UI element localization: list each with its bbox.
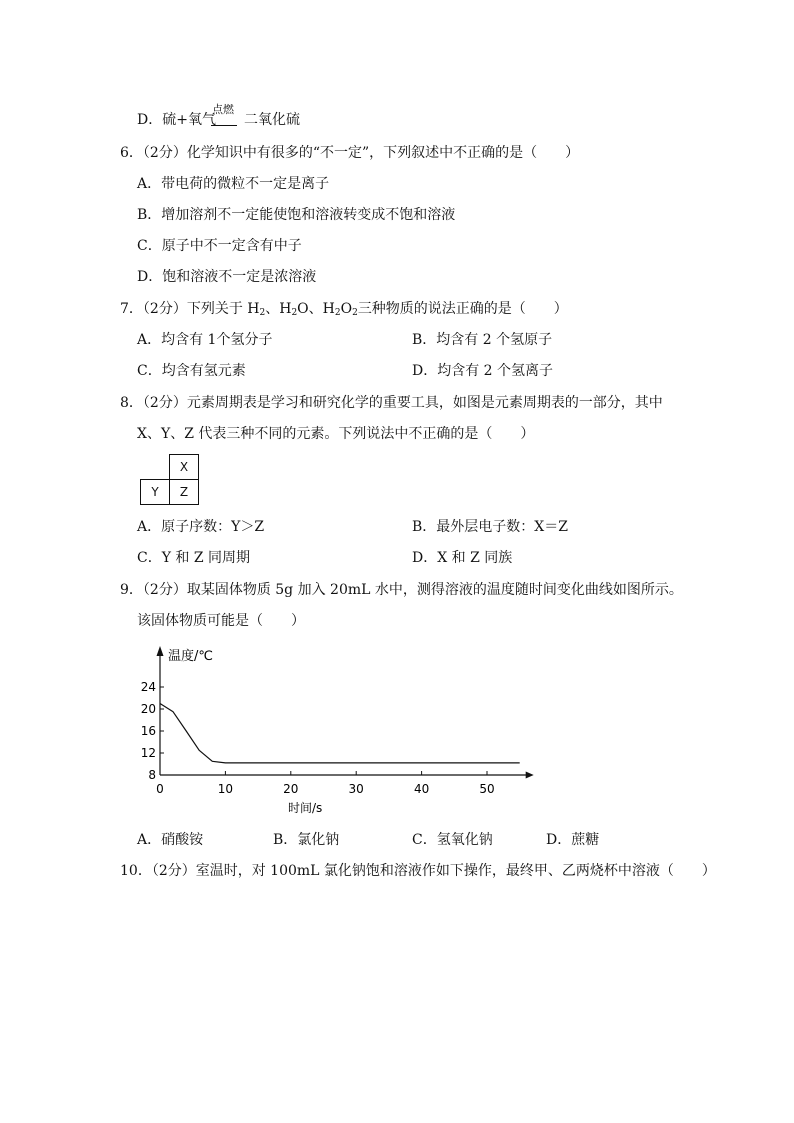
periodic-table-fragment xyxy=(140,454,199,505)
y-axis-arrow xyxy=(157,646,164,656)
q7-option-d: D．均含有 2 个氢离子 xyxy=(412,363,554,379)
q7-stem-part: O、H xyxy=(297,301,335,317)
empty-cell xyxy=(141,455,170,480)
x-tick-label: 20 xyxy=(283,782,299,796)
x-tick-label: 30 xyxy=(348,782,364,796)
q6-option-a: A．带电荷的微粒不一定是离子 xyxy=(137,176,330,192)
q8-option-c: C．Y 和 Z 同周期 xyxy=(137,550,251,566)
x-tick-label: 10 xyxy=(217,782,234,796)
subscript: 2 xyxy=(291,308,298,318)
subscript: 2 xyxy=(334,308,341,318)
q9-option-d: D．蔗糖 xyxy=(546,832,600,848)
temperature-curve xyxy=(160,704,520,763)
y-tick-label: 8 xyxy=(148,768,156,782)
x-tick-label: 40 xyxy=(413,782,430,796)
q7-stem-part: 、H xyxy=(265,301,292,317)
q9-stem-line1: 9．（2分）取某固体物质 5g 加入 20mL 水中，测得溶液的温度随时间变化曲线如图所示。 xyxy=(120,582,683,598)
cell-x: X xyxy=(170,455,199,480)
x-tick-label: 50 xyxy=(479,782,495,796)
q6-option-c: C．原子中不一定含有中子 xyxy=(137,238,302,254)
q8-stem-line1: 8．（2分）元素周期表是学习和研究化学的重要工具，如图是元素周期表的一部分，其中 xyxy=(120,395,663,411)
q8-stem-line2: X、Y、Z 代表三种不同的元素。下列说法中不正确的是（ ） xyxy=(137,426,535,442)
cell-z: Z xyxy=(170,480,199,505)
q5-option-d-product: 二氧化硫 xyxy=(243,112,300,128)
reaction-condition: 点燃 xyxy=(212,103,234,116)
q7-option-a: A．均含有 1个氢分子 xyxy=(137,332,273,348)
q8-option-b: B．最外层电子数：X＝Z xyxy=(412,519,568,535)
q10-stem: 10．（2分）室温时，对 100mL 氯化钠饱和溶液作如下操作，最终甲、乙两烧杯中溶液（ ） xyxy=(120,863,716,879)
subscript: 2 xyxy=(352,308,358,318)
q7-stem-part: O xyxy=(340,301,353,317)
q7-option-c: C．均含有氢元素 xyxy=(137,363,246,379)
q5-option-d-reactants: D．硫+氧气 xyxy=(137,112,216,128)
y-tick-label: 12 xyxy=(140,746,156,760)
y-tick-label: 24 xyxy=(140,680,156,694)
q6-stem: 6．（2分）化学知识中有很多的“不一定”，下列叙述中不正确的是（ ） xyxy=(120,145,580,161)
y-axis-label: 温度/℃ xyxy=(168,649,213,664)
y-tick-label: 16 xyxy=(140,724,156,738)
temperature-chart xyxy=(135,640,495,820)
q8-option-d: D．X 和 Z 同族 xyxy=(412,550,513,566)
q7-option-b: B．均含有 2 个氢原子 xyxy=(412,332,553,348)
chart-series xyxy=(160,704,520,763)
x-tick-label: 0 xyxy=(156,782,164,796)
chart-axes xyxy=(157,646,534,779)
q7-stem-part: 7．（2分）下列关于 H xyxy=(120,301,260,317)
reaction-equals-line xyxy=(211,125,237,126)
q7-stem xyxy=(120,299,568,319)
x-axis-label: 时间/s xyxy=(288,801,323,815)
q9-option-a: A．硝酸铵 xyxy=(137,832,204,848)
x-axis-arrow xyxy=(526,772,534,779)
chart-ticks xyxy=(141,680,495,796)
q7-stem-part: 三种物质的说法正确的是（ ） xyxy=(357,301,568,317)
q9-stem-line2: 该固体物质可能是（ ） xyxy=(137,613,305,629)
cell-y: Y xyxy=(141,480,170,505)
q9-option-c: C．氢氧化钠 xyxy=(412,832,493,848)
q6-option-b: B．增加溶剂不一定能使饱和溶液转变成不饱和溶液 xyxy=(137,207,456,223)
q6-option-d: D．饱和溶液不一定是浓溶液 xyxy=(137,269,317,285)
subscript: 2 xyxy=(259,308,266,318)
y-tick-label: 20 xyxy=(140,702,156,716)
q8-option-a: A．原子序数：Y＞Z xyxy=(137,519,265,535)
q9-option-b: B．氯化钠 xyxy=(273,832,340,848)
